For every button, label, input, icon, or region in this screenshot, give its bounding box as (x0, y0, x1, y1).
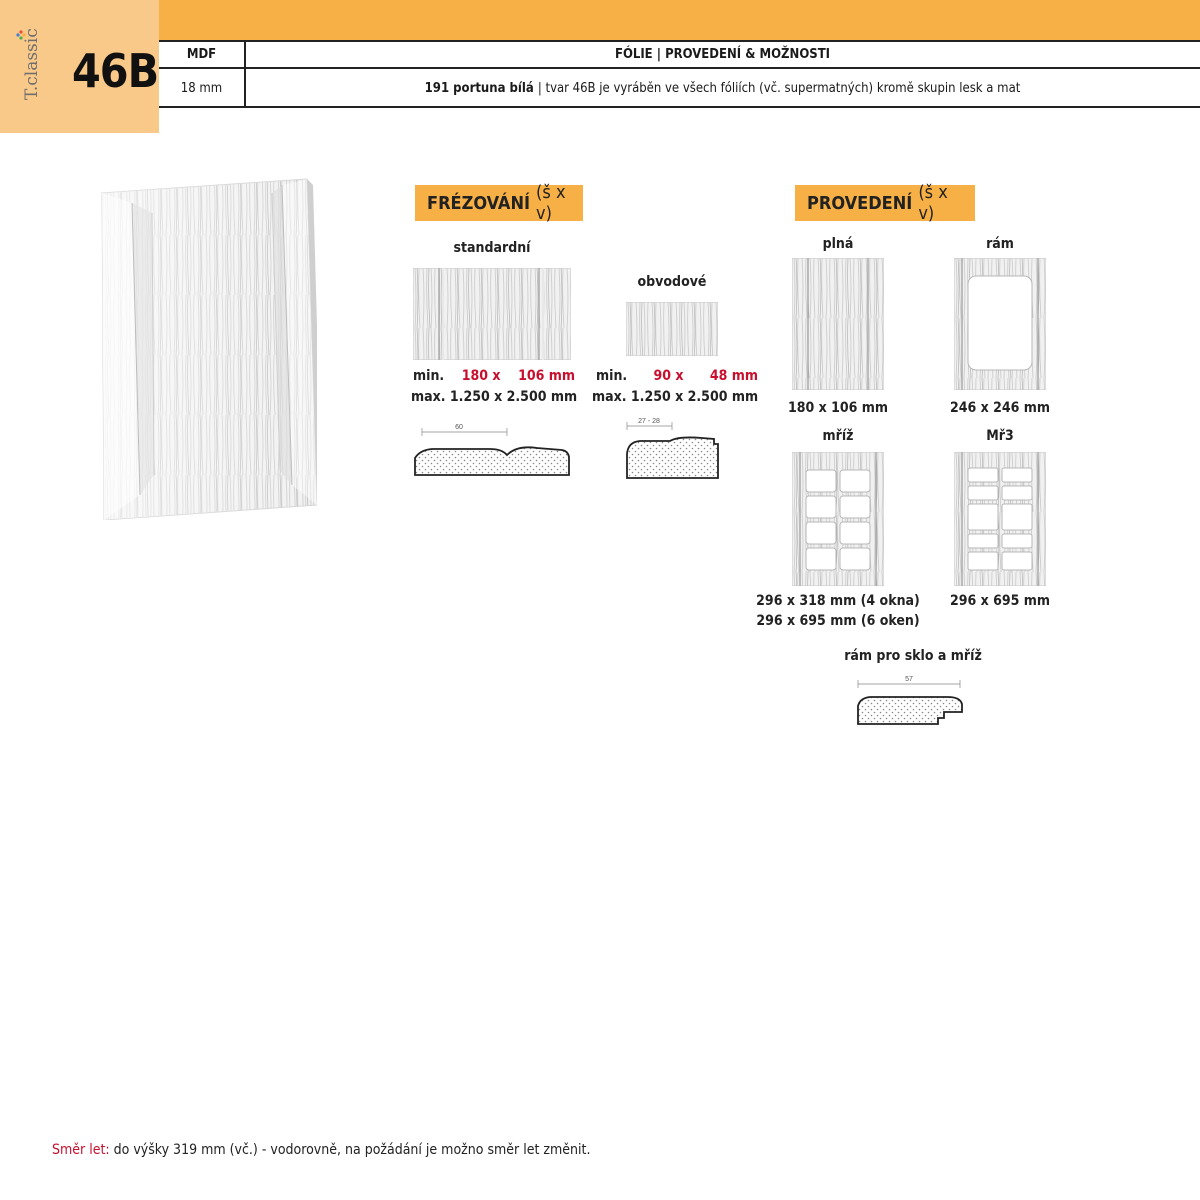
frezovani-standard-min: min. 180 x 106 mm (413, 368, 575, 384)
provedeni-mriz-label: mříž (822, 428, 854, 444)
provedeni-ram-sklo-label: rám pro sklo a mříž (844, 648, 982, 664)
provedeni-ram-swatch (954, 258, 1046, 390)
provedeni-mriz-dim-2: 296 x 695 mm (6 oken) (756, 613, 920, 629)
spec-thickness: 18 mm (180, 80, 223, 96)
provedeni-mr3-label: Mř3 (986, 428, 1014, 444)
spec-header-options: FÓLIE | PROVEDENÍ & MOŽNOSTI (614, 47, 831, 62)
provedeni-plna-dim: 180 x 106 mm (787, 400, 889, 416)
spec-header-material: MDF (186, 47, 217, 62)
provedeni-plna-swatch (792, 258, 884, 390)
provedeni-mriz-dim-1: 296 x 318 mm (4 okna) (756, 593, 920, 609)
frezovani-obvodove-profile-dim: 27 - 28 (638, 418, 660, 425)
provedeni-ram-sklo-profile (852, 672, 968, 728)
spec-foil-text: | tvar 46B je vyráběn ve všech fóliích (vč. supermatných) kromě skupin lesk a mat (537, 80, 1021, 96)
provedeni-heading: PROVEDENÍ (š x v) (795, 185, 975, 221)
provedeni-ram-dim: 246 x 246 mm (949, 400, 1051, 416)
door-panel-illustration (92, 175, 317, 520)
spec-description (245, 68, 1200, 108)
frezovani-standard-label: standardní (453, 240, 531, 256)
provedeni-mr3-dim: 296 x 695 mm (949, 593, 1051, 609)
frezovani-obvodove-label: obvodové (637, 274, 707, 290)
provedeni-mriz-swatch (792, 452, 884, 586)
frezovani-obvodove-min: min. 90 x 48 mm (596, 368, 758, 384)
frezovani-standard-profile-dim: 60 (455, 424, 463, 431)
provedeni-ram-label: rám (986, 236, 1014, 252)
header-tab (0, 0, 159, 133)
frezovani-standard-profile (412, 420, 572, 480)
product-code: 46B (72, 44, 159, 98)
spec-foil-name: 191 portuna bílá (424, 80, 534, 96)
footer-note (52, 1142, 590, 1158)
footer-label: Směr let: (52, 1142, 110, 1158)
frezovani-standard-max: max. 1.250 x 2.500 mm (411, 389, 578, 405)
spec-table (159, 40, 1200, 108)
frezovani-obvodove-profile (622, 414, 722, 482)
frezovani-standard-swatch (413, 268, 571, 360)
header-bar (159, 0, 1200, 40)
provedeni-mr3-swatch (954, 452, 1046, 586)
provedeni-ram-sklo-profile-dim: 57 (905, 676, 913, 683)
frezovani-obvodove-swatch (626, 302, 718, 356)
frezovani-obvodove-max: max. 1.250 x 2.500 mm (592, 389, 759, 405)
frezovani-heading: FRÉZOVÁNÍ (š x v) (415, 185, 583, 221)
brand-logo: T.classic (22, 28, 42, 100)
provedeni-plna-label: plná (822, 236, 854, 252)
footer-text: do výšky 319 mm (vč.) - vodorovně, na požádání je možno směr let změnit. (113, 1142, 591, 1158)
